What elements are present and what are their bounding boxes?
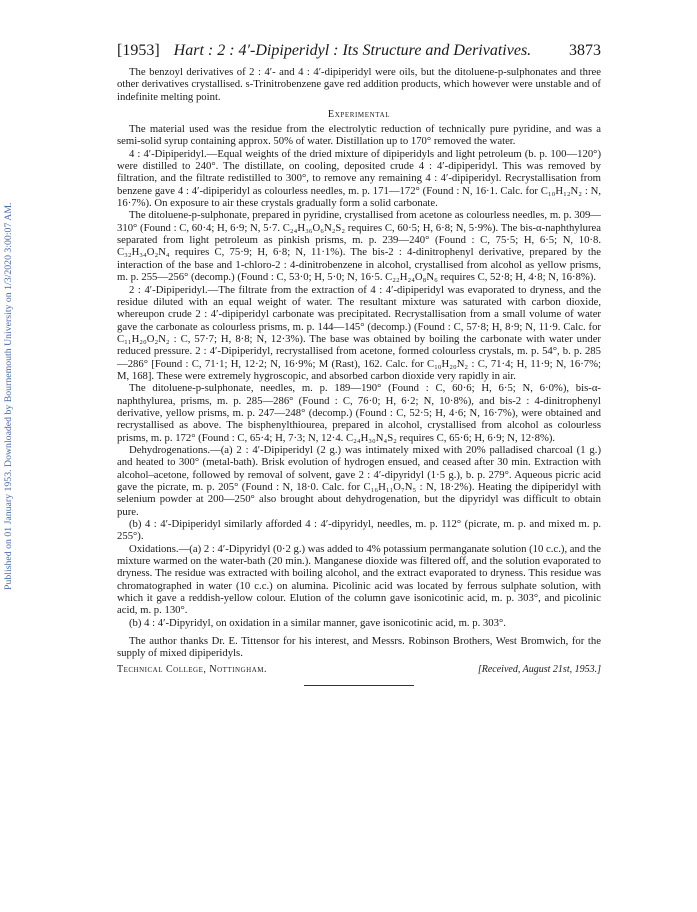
paragraph-oxidation-a: Oxidations.—(a) 2 : 4′-Dipyridyl (0·2 g.) was added to 4% potassium permanganate solution (10 c.c.), and the mixture warmed on the water-bath (20 min.). Manganese dioxide was filtered off, and the solution evaporated to dryness. The residue was extracted with boiling alcohol, and the extract evaporated to dryness. This residue was chromatographed in water (10 c.c.) on alumina. Picolinic acid was located by ferrous sulphate solution, with which it gave a reddish-yellow colour. Elution of the column gave isonicotinic acid, m. p. 303°, and picolinic acid, m. p. 130°. xyxy=(117,542,601,617)
article-footer xyxy=(117,664,601,675)
end-rule xyxy=(304,685,414,686)
running-head xyxy=(117,42,601,60)
paragraph-dehydrogenation-a: Dehydrogenations.—(a) 2 : 4′-Dipiperidyl (2 g.) was intimately mixed with 20% palladised charcoal (1 g.) and heated to 300° (metal-bath). Brisk evolution of hydrogen ensued, and ceased after 30 min. Extraction with alcohol–acetone, followed by removal of solvent, gave 2 : 4′-dipyridyl (1·5 g.), b. p. 279°. Aqueous picric acid gave the picrate, m. p. 205° (Found : N, 18·0. Calc. for C₁₆H₁₁O₇N₅ : N, 18·2%). Heating the dipiperidyl with selenium powder at 200—250° also brought about dehydrogenation, but the dipyridyl was difficult to obtain pure. xyxy=(117,443,601,518)
page-number: 3873 xyxy=(569,42,601,59)
journal-page xyxy=(117,42,601,686)
paragraph-oxidation-b: (b) 4 : 4′-Dipyridyl, on oxidation in a similar manner, gave isonicotinic acid, m. p. 303°. xyxy=(129,616,506,629)
download-watermark-text: Published on 01 January 1953. Downloaded by Bournemouth University on 1/3/2020 3:00:07 AM. xyxy=(3,202,14,590)
paragraph-24-derivatives: The ditoluene-p-sulphonate, needles, m. p. 189—190° (Found : C, 60·6; H, 6·5; N, 6·0%), bis-α-naphthylurea, prisms, m. p. 285—286° (Found : C, 76·0; H, 6·2; N, 10·8%), and bis-2 : 4-dinitrophenyl derivative, yellow prisms, m. p. 247—248° (decomp.) (Found : C, 52·5; H, 4·6; N, 16·7%), were obtained and recrystallised as above. The bisphenylthiourea, prepared in alcohol, crystallised from alcohol as colourless prisms, m. p. 172° (Found : C, 65·4; H, 7·3; N, 12·4. C₂₄H₃₀N₄S₂ requires C, 65·6; H, 6·9; N, 12·8%). xyxy=(117,382,601,444)
download-watermark xyxy=(2,0,18,912)
section-heading: Experimental xyxy=(327,109,391,121)
paragraph-44-derivatives: The ditoluene-p-sulphonate, prepared in pyridine, crystallised from acetone as colourless needles, m. p. 309—310° (Found : C, 60·4; H, 6·9; N, 5·7. C₂₄H₃₆O₆N₂S₂ requires C, 60·5; H, 6·8; N, 5·9%). The bis-α-naphthylurea separated from light petroleum as pinkish prisms, m. p. 239—240° (Found : C, 75·5; H, 6·5; N, 10·8. C₃₂H₃₄O₂N₄ requires C, 75·9; H, 6·8; N, 11·1%). The bis-2 : 4-dinitrophenyl derivative, prepared by the interaction of the base and 1-chloro-2 : 4-dinitrobenzene in alcohol, crystallised from alcohol as yellow prisms, m. p. 255—256° (decomp.) (Found : C, 53·0; H, 5·0; N, 16·5. C₂₂H₂₄O₈N₆ requires C, 52·8; H, 4·8; N, 16·8%). xyxy=(117,209,601,284)
received-date: [Received, August 21st, 1953.] xyxy=(477,663,601,675)
paragraph-materials: The material used was the residue from the electrolytic reduction of technically pure pyridine, and was a semi-solid syrup containing approx. 50% of water. Distillation up to 170° removed the water. xyxy=(117,123,601,148)
paragraph-44-dipiperidyl: 4 : 4′-Dipiperidyl.—Equal weights of the dried mixture of dipiperidyls and light petroleum (b. p. 100—120°) were distilled to 240°. The distillate, on cooling, deposited crude 4 : 4′-dipiperidyl. This was removed by filtration, and the filtrate redistilled to 300°, to remove any remaining 4 : 4′-dipiperidyl. Recrystallisation from benzene gave 4 : 4′-dipiperidyl as colourless needles, m. p. 171—172° (Found : N, 16·1. Calc. for C₁₀H₁₂N₂ : N, 16·7%). On exposure to air these crystals gradually form a solid carbonate. xyxy=(117,147,601,210)
acknowledgement: The author thanks Dr. E. Tittensor for his interest, and Messrs. Robinson Brothers, West Bromwich, for the supply of mixed dipiperidyls. xyxy=(117,635,601,660)
institution: Technical College, Nottingham. xyxy=(117,663,267,675)
header-title: Hart : 2 : 4′-Dipiperidyl : Its Structure and Derivatives. xyxy=(173,42,532,59)
header-year: [1953] xyxy=(117,42,160,59)
paragraph-dehydrogenation-b: (b) 4 : 4′-Dipiperidyl similarly afforded 4 : 4′-dipyridyl, needles, m. p. 112° (picrate, m. p. and mixed m. p. 255°). xyxy=(117,518,601,543)
intro-paragraph: The benzoyl derivatives of 2 : 4′- and 4 : 4′-dipiperidyl were oils, but the ditoluene-p-sulphonates and three other derivatives crystallised. s-Trinitrobenzene gave red addition products, which however were unstable and of indefinite melting point. xyxy=(117,66,601,103)
paragraph-24-dipiperidyl: 2 : 4′-Dipiperidyl.—The filtrate from the extraction of 4 : 4′-dipiperidyl was evaporated to dryness, and the residue diluted with an equal weight of water. The resultant mixture was saturated with carbon dioxide, whereupon crude 2 : 4′-dipiperidyl carbonate was precipitated. Recrystallisation from a small volume of water gave the carbonate as colourless prisms, m. p. 144—145° (decomp.) (Found : C, 57·8; H, 8·9; N, 11·9. Calc. for C₁₁H₂₀O₂N₂ : C, 57·7; H, 8·8; N, 12·3%). The base was obtained by boiling the carbonate with water under reduced pressure. 2 : 4′-Dipiperidyl, recrystallised from acetone, formed colourless crystals, m. p. 54°, b. p. 285—286° [Found : C, 71·1; H, 12·2; N, 16·9%; M (Rast), 162. Calc. for C₁₀H₂₀N₂ : C, 71·4; H, 11·9; N, 16·7%; M, 168]. These were extremely hygroscopic, and absorbed carbon dioxide very rapidly in air. xyxy=(117,283,601,382)
